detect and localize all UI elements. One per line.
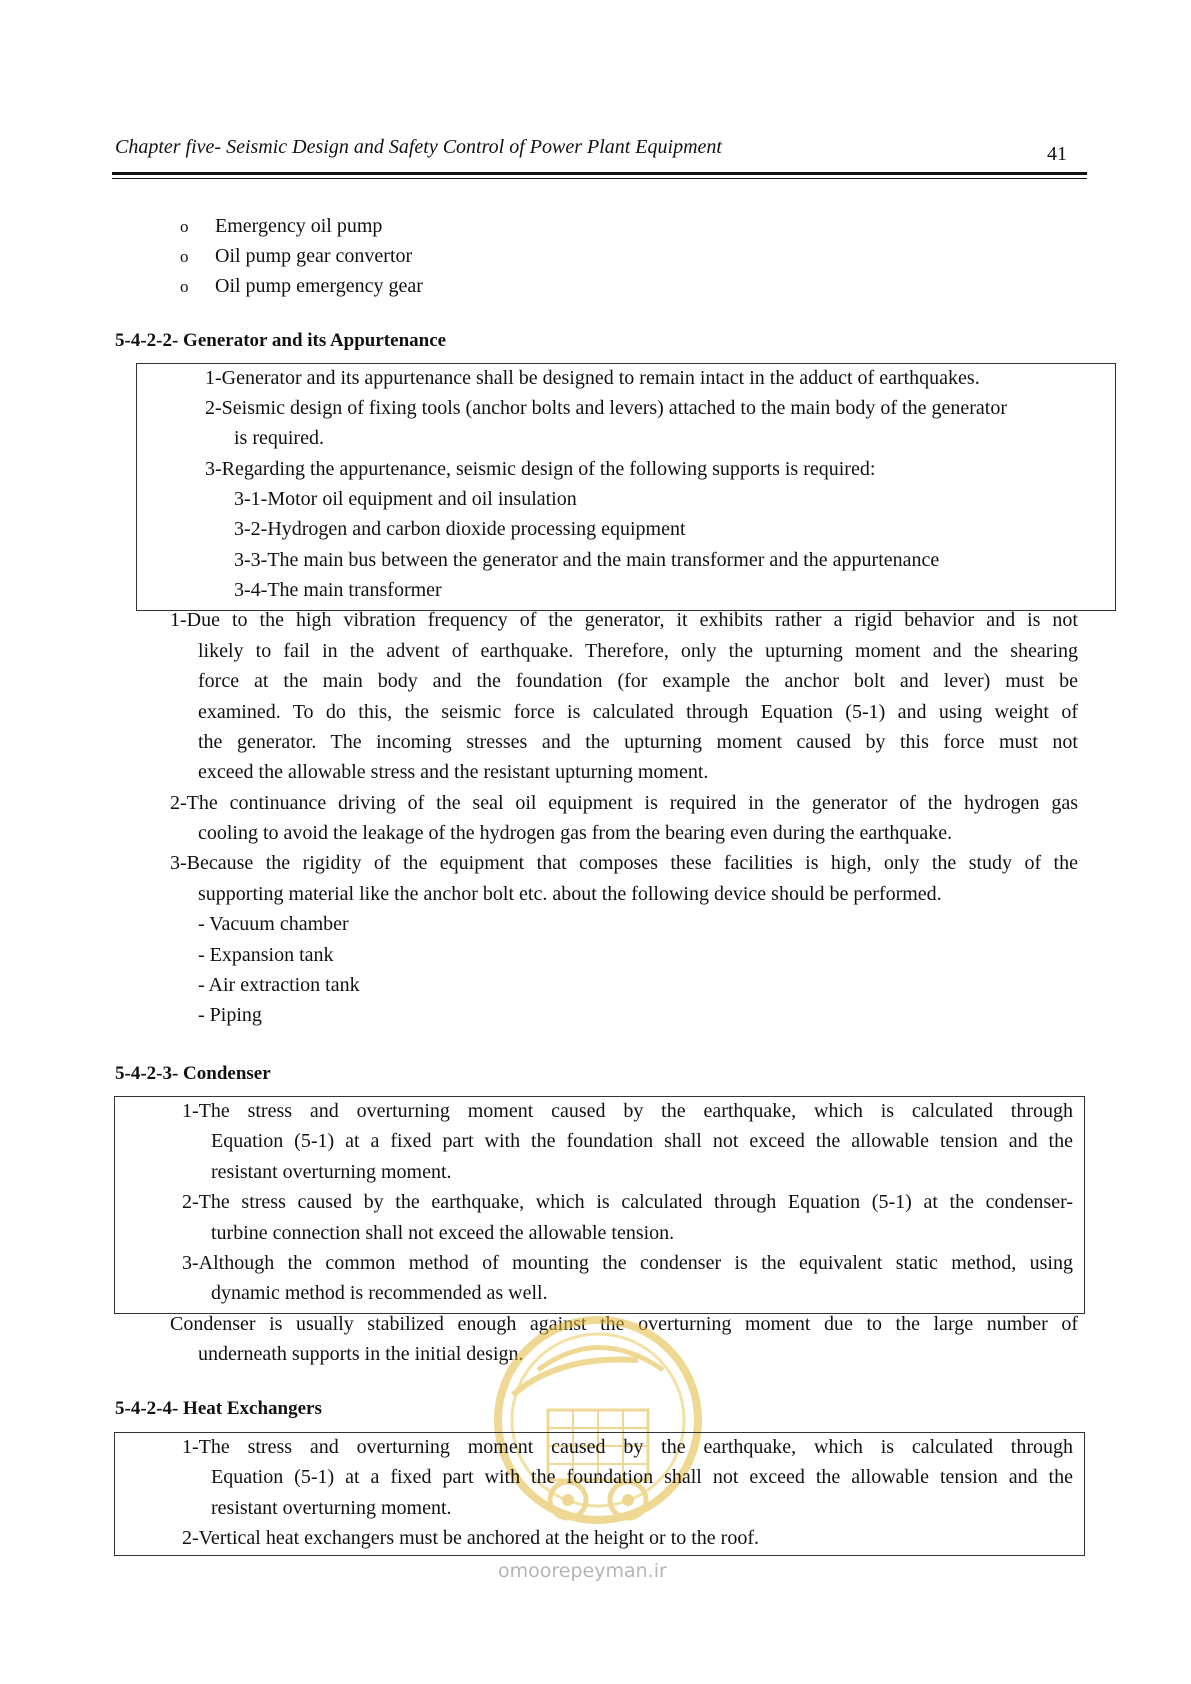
body-line: 1-Due to the high vibration frequency of the generator, it exhibits rather a rigid behavior and is not bbox=[170, 609, 1078, 631]
box-line: 1-Generator and its appurtenance shall be designed to remain intact in the adduct of earthquakes. bbox=[205, 367, 980, 389]
body-line: 3-Because the rigidity of the equipment that composes these facilities is high, only the study of the bbox=[170, 852, 1078, 874]
body-line: exceed the allowable stress and the resistant upturning moment. bbox=[198, 761, 709, 783]
bullet-text: Oil pump gear convertor bbox=[215, 245, 413, 267]
box-line: turbine connection shall not exceed the allowable tension. bbox=[211, 1222, 675, 1244]
header-rule-thin bbox=[112, 178, 1087, 179]
box-line: resistant overturning moment. bbox=[211, 1161, 452, 1183]
body-line: Condenser is usually stabilized enough against the overturning moment due to the large number of bbox=[170, 1313, 1078, 1335]
box-line: 2-Vertical heat exchangers must be anchored at the height or to the roof. bbox=[182, 1527, 760, 1549]
box-line: 1-The stress and overturning moment caused by the earthquake, which is calculated through bbox=[182, 1100, 1073, 1122]
box-line: Equation (5-1) at a fixed part with the foundation shall not exceed the allowable tension and the bbox=[211, 1130, 1073, 1152]
body-line: examined. To do this, the seismic force is calculated through Equation (5-1) and using weight of bbox=[198, 701, 1078, 723]
box-line: Equation (5-1) at a fixed part with the foundation shall not exceed the allowable tension and the bbox=[211, 1466, 1073, 1488]
body-line: force at the main body and the foundation (for example the anchor bolt and lever) must be bbox=[198, 670, 1078, 692]
box-line: 3-Although the common method of mounting the condenser is the equivalent static method, using bbox=[182, 1252, 1073, 1274]
body-line: likely to fail in the advent of earthquake. Therefore, only the upturning moment and the shearing bbox=[198, 640, 1078, 662]
list-item: - Expansion tank bbox=[198, 944, 334, 966]
box-line: 3-3-The main bus between the generator and the main transformer and the appurtenance bbox=[234, 549, 940, 571]
watermark-url: omoorepeyman.ir bbox=[498, 1560, 667, 1582]
page-number: 41 bbox=[1047, 143, 1067, 165]
section-heading-generator: 5-4-2-2- Generator and its Appurtenance bbox=[115, 330, 447, 351]
body-line: underneath supports in the initial design. bbox=[198, 1343, 524, 1365]
box-line: 3-4-The main transformer bbox=[234, 579, 442, 601]
page-header-title: Chapter five- Seismic Design and Safety Control of Power Plant Equipment bbox=[115, 136, 722, 158]
body-line: cooling to avoid the leakage of the hydrogen gas from the bearing even during the earthquake. bbox=[198, 822, 953, 844]
list-item: - Piping bbox=[198, 1004, 262, 1026]
bullet-text: Emergency oil pump bbox=[215, 215, 383, 237]
box-line: 2-The stress caused by the earthquake, which is calculated through Equation (5-1) at the condenser- bbox=[182, 1191, 1073, 1213]
bullet-text: Oil pump emergency gear bbox=[215, 275, 423, 297]
box-line: 3-1-Motor oil equipment and oil insulation bbox=[234, 488, 577, 510]
bullet-marker: o bbox=[180, 247, 189, 266]
body-line: 2-The continuance driving of the seal oil equipment is required in the generator of the hydrogen gas bbox=[170, 792, 1078, 814]
box-line: resistant overturning moment. bbox=[211, 1497, 452, 1519]
header-rule-thick bbox=[112, 172, 1087, 175]
body-line: the generator. The incoming stresses and the upturning moment caused by this force must not bbox=[198, 731, 1078, 753]
box-line: 2-Seismic design of fixing tools (anchor bolts and levers) attached to the main body of the generator bbox=[205, 397, 1008, 419]
section-heading-condenser: 5-4-2-3- Condenser bbox=[115, 1063, 271, 1084]
bullet-marker: o bbox=[180, 217, 189, 236]
body-line: supporting material like the anchor bolt etc. about the following device should be performed. bbox=[198, 883, 942, 905]
list-item: - Air extraction tank bbox=[198, 974, 360, 996]
box-line: 1-The stress and overturning moment caused by the earthquake, which is calculated through bbox=[182, 1436, 1073, 1458]
box-line: 3-2-Hydrogen and carbon dioxide processing equipment bbox=[234, 518, 686, 540]
bullet-marker: o bbox=[180, 277, 189, 296]
box-line: 3-Regarding the appurtenance, seismic design of the following supports is required: bbox=[205, 458, 876, 480]
section-heading-heat-exchangers: 5-4-2-4- Heat Exchangers bbox=[115, 1398, 322, 1419]
box-line: dynamic method is recommended as well. bbox=[211, 1282, 548, 1304]
list-item: - Vacuum chamber bbox=[198, 913, 349, 935]
box-line: is required. bbox=[234, 427, 324, 449]
